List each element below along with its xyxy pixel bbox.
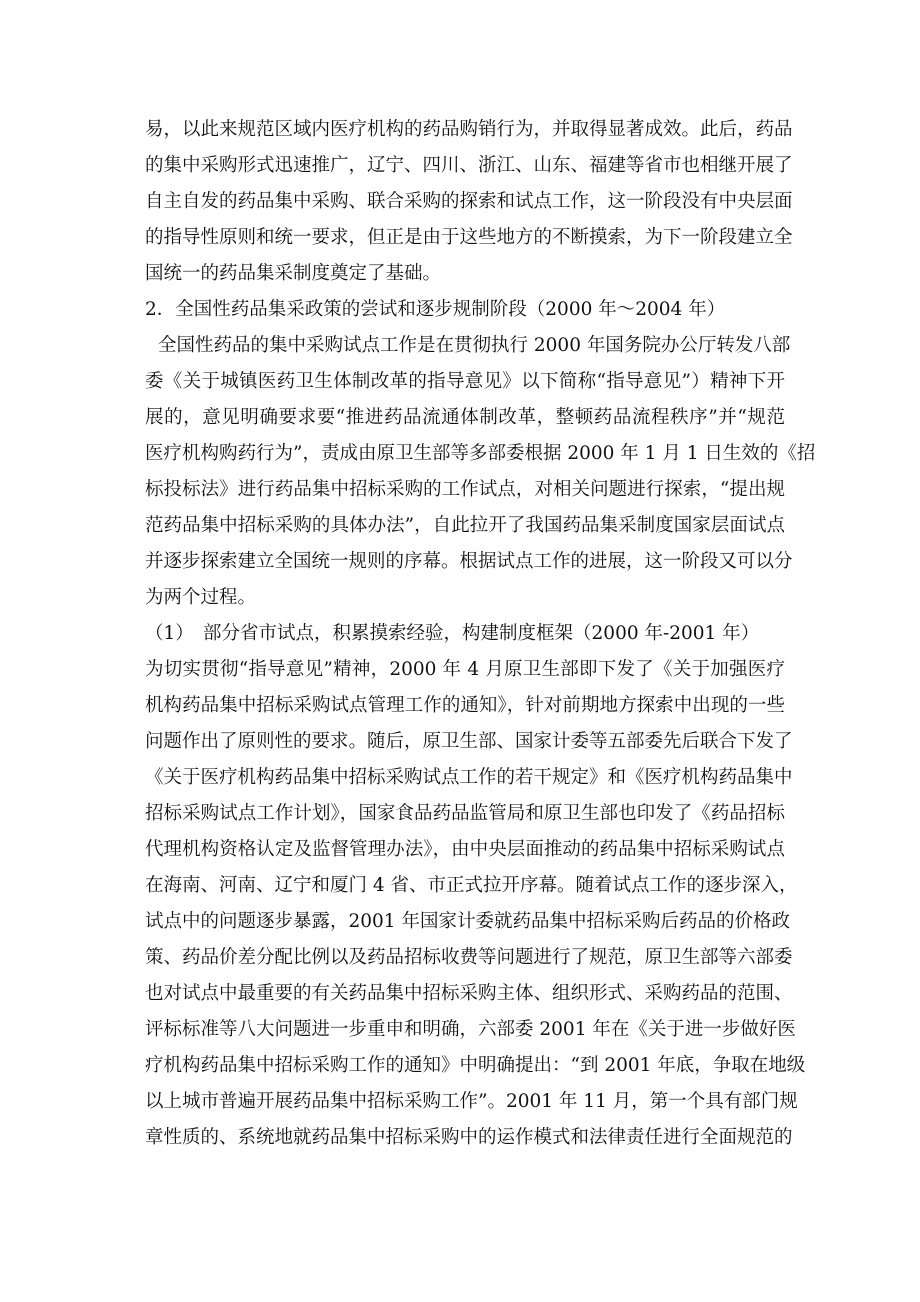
text-line: 代理机构资格认定及监督管理办法》，由中央层面推动的药品集中招标采购试点 (145, 839, 785, 860)
text-line: 为两个过程。 (145, 587, 257, 608)
text-line: 问题作出了原则性的要求。随后，原卫生部、国家计委等五部委先后联合下发了 (145, 731, 793, 752)
text-line: 《关于医疗机构药品集中招标采购试点工作的若干规定》和《医疗机构药品集中 (145, 767, 793, 788)
text-line: 易，以此来规范区域内医疗机构的药品购销行为，并取得显著成效。此后，药品 (145, 119, 793, 140)
text-line: 以上城市普遍开展药品集中招标采购工作”。2001 年 11 月，第一个具有部门规 (145, 1091, 798, 1112)
text-line: 的指导性原则和统一要求，但正是由于这些地方的不断摸索，为下一阶段建立全 (145, 227, 793, 248)
text-line: 招标采购试点工作计划》，国家食品药品监管局和原卫生部也印发了《药品招标 (145, 803, 785, 824)
text-line: 标投标法》进行药品集中招标采购的工作试点，对相关问题进行探索，“提出规 (145, 479, 785, 500)
text-line: 范药品集中招标采购的具体办法”，自此拉开了我国药品集采制度国家层面试点 (145, 515, 785, 536)
text-line: 试点中的问题逐步暴露，2001 年国家计委就药品集中招标采购后药品的价格政 (145, 911, 790, 932)
text-line: 机构药品集中招标采购试点管理工作的通知》，针对前期地方探索中出现的一些 (145, 695, 785, 716)
text-line: 医疗机构购药行为”，责成由原卫生部等多部委根据 2000 年 1 月 1 日生效的《招 (145, 443, 816, 464)
text-line: 也对试点中最重要的有关药品集中招标采购主体、组织形式、采购药品的范围、 (145, 983, 793, 1004)
text-line: 为切实贯彻“指导意见”精神，2000 年 4 月原卫生部即下发了《关于加强医疗 (145, 659, 785, 680)
text-line: 策、药品价差分配比例以及药品招标收费等问题进行了规范，原卫生部等六部委 (145, 947, 793, 968)
text-line: 章性质的、系统地就药品集中招标采购中的运作模式和法律责任进行全面规范的 (145, 1127, 793, 1148)
text-line: 在海南、河南、辽宁和厦门 4 省、市正式拉开序幕。随着试点工作的逐步深入， (145, 875, 798, 896)
subsection-heading: （1） 部分省市试点，积累摸索经验，构建制度框架（2000 年-2001 年） (145, 623, 760, 644)
text-line: 疗机构药品集中招标采购工作的通知》中明确提出：“到 2001 年底，争取在地级 (145, 1055, 806, 1076)
text-line: 自主自发的药品集中采购、联合采购的探索和试点工作，这一阶段没有中央层面 (145, 191, 793, 212)
document-page (145, 112, 816, 1156)
text-line: 国统一的药品集采制度奠定了基础。 (145, 263, 442, 284)
text-line: 并逐步探索建立全国统一规则的序幕。根据试点工作的进展，这一阶段又可以分 (145, 551, 793, 572)
text-line: 的集中采购形式迅速推广，辽宁、四川、浙江、山东、福建等省市也相继开展了 (145, 155, 793, 176)
section-heading: 2．全国性药品集采政策的尝试和逐步规制阶段（2000 年～2004 年） (145, 299, 726, 320)
text-line: 委《关于城镇医药卫生体制改革的指导意见》以下简称“指导意见”）精神下开 (145, 371, 785, 392)
text-line: 展的，意见明确要求要“推进药品流通体制改革，整顿药品流程秩序”并“规范 (145, 407, 785, 428)
text-line: 全国性药品的集中采购试点工作是在贯彻执行 2000 年国务院办公厅转发八部 (158, 335, 791, 356)
text-line: 评标标准等八大问题进一步重申和明确，六部委 2001 年在《关于进一步做好医 (145, 1019, 796, 1040)
